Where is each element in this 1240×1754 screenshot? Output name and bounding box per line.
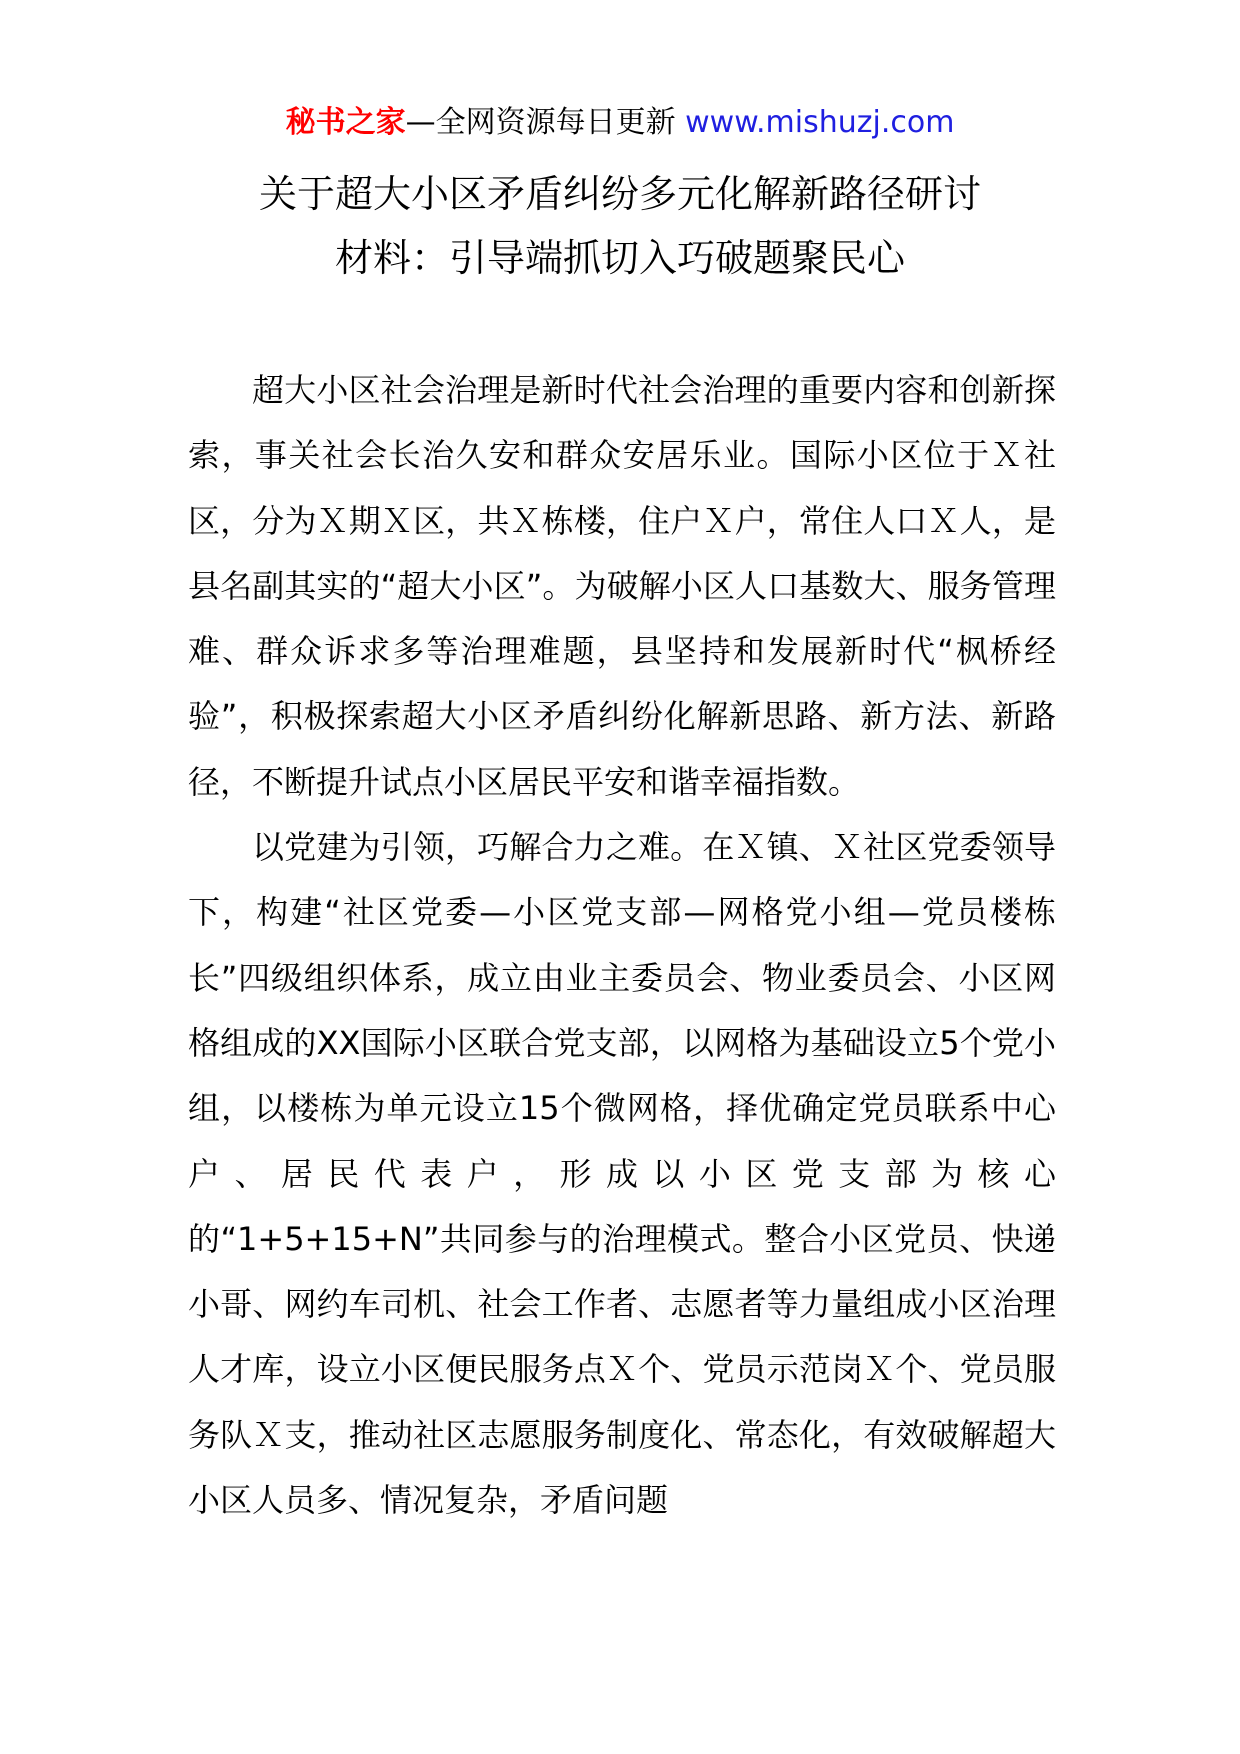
title-line-2: 材料：引导端抓切入巧破题聚民心 xyxy=(334,236,905,280)
paragraph-text: 超大小区社会治理是新时代社会治理的重要内容和创新探索，事关社会长治久安和群众安居乐业。国际小区位于Ｘ社区，分为Ｘ期Ｘ区，共Ｘ栋楼，住户Ｘ户，常住人口Ｘ人，是县名副其实的“超大小区”。为破解小区人口基数大、服务管理难、群众诉求多等治理难题，县坚持和发展新时代“枫桥经验”，积极探索超大小区矛盾纠纷化解新思路、新方法、新路径，不断提升试点小区居民平安和谐幸福指数。 xyxy=(188,371,1056,801)
header-tagline: —全网资源每日更新 xyxy=(405,105,676,140)
page-header xyxy=(0,98,1240,148)
paragraph-party-building xyxy=(188,815,1056,1533)
paragraph-intro xyxy=(188,358,1056,815)
document-title xyxy=(0,162,1240,290)
title-line-1: 关于超大小区矛盾纠纷多元化解新路径研讨 xyxy=(258,172,981,216)
website-link[interactable]: www.mishuzj.com xyxy=(685,105,955,140)
brand-name: 秘书之家 xyxy=(285,105,406,140)
paragraph-text: 在Ｘ镇、Ｘ社区党委领导下，构建“社区党委—小区党支部—网格党小组—党员楼栋长”四级组织体系，成立由业主委员会、物业委员会、小区网格组成的XX国际小区联合党支部，以网格为基础设立5个党小组，以楼栋为单元设立15个微网格，择优确定党员联系中心户、居民代表户，形成以小区党支部为核心的“1+5+15+N”共同参与的治理模式。整合小区党员、快递小哥、网约车司机、社会工作者、志愿者等力量组成小区治理人才库，设立小区便民服务点Ｘ个、党员示范岗Ｘ个、党员服务队Ｘ支，推动社区志愿服务制度化、常态化，有效破解超大小区人员多、情况复杂，矛盾问题 xyxy=(188,828,1056,1520)
paragraph-lead-heading: 以党建为引领，巧解合力之难。 xyxy=(252,828,703,867)
document-body xyxy=(188,358,1056,1533)
